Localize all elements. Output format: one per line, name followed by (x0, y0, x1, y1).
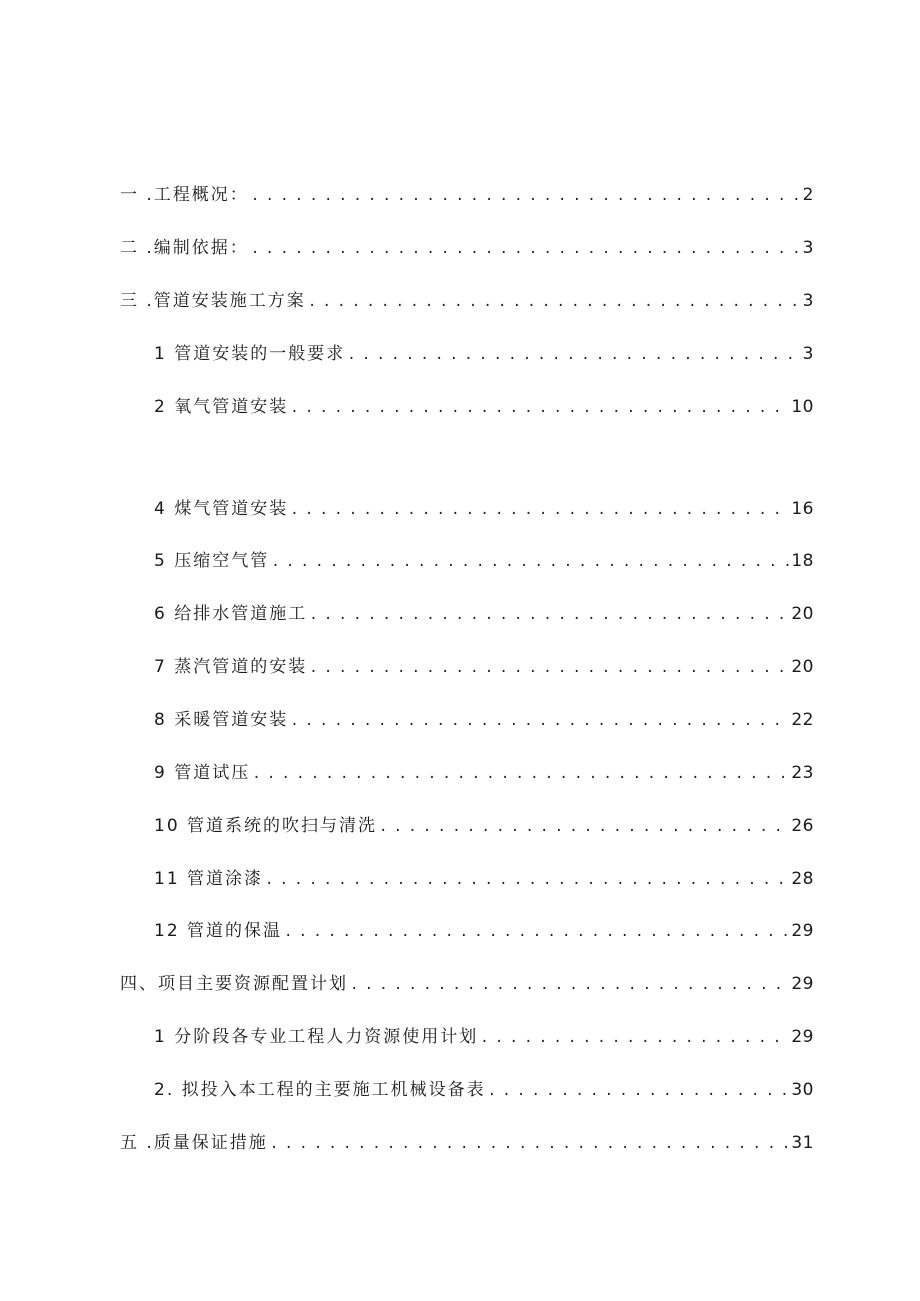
toc-entry-manpower-plan[interactable] (154, 1025, 814, 1049)
toc-page-number: 30 (791, 1080, 814, 1100)
toc-dot-leader (379, 815, 789, 839)
toc-dot-leader (480, 1026, 789, 1050)
toc-entry-label: 2 氧气管道安装 (154, 397, 289, 417)
toc-entry-purge-cleaning[interactable] (154, 814, 814, 838)
toc-entry-pressure-test[interactable] (154, 761, 814, 785)
toc-entry-label: 二 .编制依据： (120, 238, 249, 258)
toc-dot-leader (284, 920, 789, 944)
toc-entry-pipe-installation-plan[interactable] (120, 289, 814, 313)
toc-entry-label: 三 .管道安装施工方案 (120, 291, 306, 311)
toc-page-number: 2 (802, 185, 814, 205)
toc-entry-equipment-table[interactable] (154, 1078, 814, 1102)
toc-entry-label: 四、项目主要资源配置计划 (120, 974, 348, 994)
toc-page-number: 29 (791, 974, 814, 994)
toc-page-number: 3 (802, 344, 814, 364)
toc-dot-leader (309, 656, 789, 680)
toc-entry-label: 1 管道安装的一般要求 (154, 344, 346, 364)
toc-entry-label: 4 煤气管道安装 (154, 499, 289, 519)
toc-page-number: 29 (791, 921, 814, 941)
toc-entry-label: 9 管道试压 (154, 763, 251, 783)
toc-dot-leader (347, 343, 800, 367)
toc-entry-label: 10 管道系统的吹扫与清洗 (154, 816, 378, 836)
toc-page-number: 20 (791, 604, 814, 624)
toc-entry-general-requirements[interactable] (154, 342, 814, 366)
toc-page-number: 23 (791, 763, 814, 783)
toc-page-number: 18 (791, 551, 814, 571)
toc-dot-leader (265, 868, 789, 892)
toc-entry-heating-pipe[interactable] (154, 708, 814, 732)
toc-page-number: 31 (791, 1133, 814, 1153)
toc-dot-leader (308, 290, 801, 314)
toc-entry-label: 11 管道涂漆 (154, 869, 264, 889)
toc-entry-gas-pipe[interactable] (154, 497, 814, 521)
toc-dot-leader (290, 498, 789, 522)
toc-page-number: 16 (791, 499, 814, 519)
toc-page-number: 10 (791, 397, 814, 417)
toc-entry-label: 五 .质量保证措施 (120, 1133, 268, 1153)
toc-page-number: 28 (791, 869, 814, 889)
toc-page-number: 26 (791, 816, 814, 836)
toc-dot-leader (488, 1079, 790, 1103)
toc-dot-leader (290, 396, 789, 420)
toc-entry-resource-plan[interactable] (120, 972, 814, 996)
toc-entry-overview[interactable] (120, 183, 814, 207)
toc-page-number: 20 (791, 657, 814, 677)
toc-entry-steam-pipe[interactable] (154, 655, 814, 679)
toc-entry-label: 12 管道的保温 (154, 921, 283, 941)
toc-entry-label: 5 压缩空气管 (154, 551, 270, 571)
toc-entry-compressed-air[interactable] (154, 549, 814, 573)
toc-entry-label: 6 给排水管道施工 (154, 604, 308, 624)
toc-dot-leader (270, 1132, 790, 1156)
toc-dot-leader (252, 762, 789, 786)
toc-dot-leader (251, 184, 801, 208)
toc-page-number: 29 (791, 1027, 814, 1047)
toc-page-number: 3 (802, 238, 814, 258)
toc-dot-leader (251, 237, 801, 261)
toc-entry-water-drainage[interactable] (154, 602, 814, 626)
toc-entry-label: 一 .工程概况： (120, 185, 249, 205)
toc-dot-leader (290, 709, 789, 733)
toc-entry-basis[interactable] (120, 236, 814, 260)
toc-page-number: 22 (791, 710, 814, 730)
toc-page-number: 3 (802, 291, 814, 311)
toc-dot-leader (309, 603, 789, 627)
toc-entry-label: 7 蒸汽管道的安装 (154, 657, 308, 677)
toc-entry-oxygen-pipe[interactable] (154, 395, 814, 419)
toc-entry-label: 1 分阶段各专业工程人力资源使用计划 (154, 1027, 479, 1047)
toc-entry-quality-assurance[interactable] (120, 1131, 814, 1155)
toc-dot-leader (350, 973, 789, 997)
toc-entry-pipe-painting[interactable] (154, 867, 814, 891)
toc-entry-label: 8 采暖管道安装 (154, 710, 289, 730)
toc-entry-pipe-insulation[interactable] (154, 919, 814, 943)
toc-entry-label: 2. 拟投入本工程的主要施工机械设备表 (154, 1080, 486, 1100)
toc-dot-leader (271, 550, 789, 574)
